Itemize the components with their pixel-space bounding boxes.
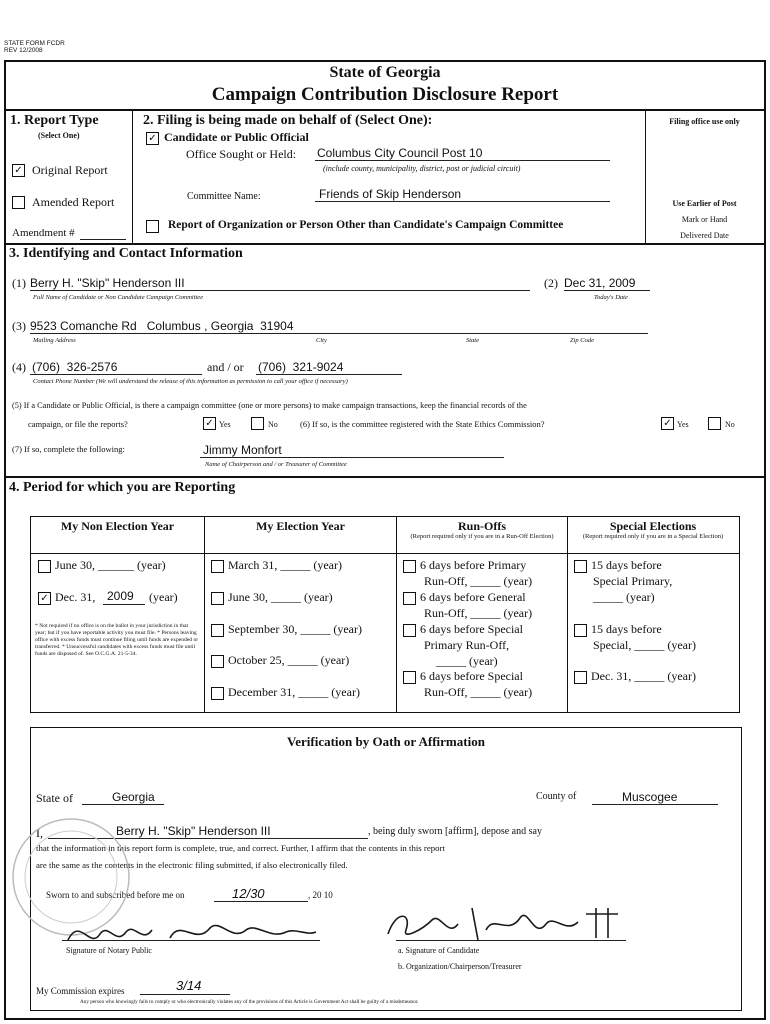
period-col-divider2	[396, 517, 397, 712]
special-primary-runoff-checkbox[interactable]	[403, 624, 416, 637]
committee-value: Friends of Skip Henderson	[319, 187, 462, 201]
march31-label: March 31, _____ (year)	[228, 558, 342, 572]
q6-yes-label: Yes	[677, 420, 689, 429]
dec31-nonelection-checkbox[interactable]	[38, 592, 51, 605]
special-primary-checkbox[interactable]	[574, 560, 587, 573]
june30-nonelection-label: June 30, ______ (year)	[55, 558, 166, 572]
special-runoff-checkbox[interactable]	[403, 671, 416, 684]
dec31-nonelection-label: Dec. 31,	[55, 590, 96, 604]
q7-text: (7) If so, complete the following:	[12, 444, 125, 454]
and-or-label: and / or	[207, 360, 244, 374]
sworn-year: , 20 10	[308, 890, 333, 900]
sec3-title: 3. Identifying and Contact Information	[9, 246, 243, 261]
col-special-note: (Report required only if you are in a Special Election)	[582, 533, 724, 540]
candidate-name-value: Berry H. "Skip" Henderson III	[30, 276, 185, 290]
affiant-name-value: Berry H. "Skip" Henderson III	[116, 824, 271, 838]
state-of-label: State of	[36, 791, 73, 805]
verification-title: Verification by Oath or Affirmation	[287, 734, 485, 749]
original-report-checkbox[interactable]	[12, 164, 25, 177]
form-rev-line: REV 12/2008	[4, 47, 43, 54]
dec31-election-checkbox[interactable]	[211, 687, 224, 700]
june30-nonelection-checkbox[interactable]	[38, 560, 51, 573]
q5-yes-checkbox[interactable]	[203, 417, 216, 430]
special-election-label-a: 15 days before	[591, 622, 662, 636]
check-mark-icon: ✓	[40, 593, 49, 604]
phone1-value: (706) 326-2576	[32, 360, 118, 374]
amended-report-label: Amended Report	[32, 195, 115, 209]
sworn-text: , being duly sworn [affirm], depose and say	[368, 826, 542, 837]
header-state: State of Georgia	[329, 64, 441, 81]
office-line	[315, 160, 610, 161]
chairperson-value: Jimmy Monfort	[203, 443, 282, 457]
original-report-label: Original Report	[32, 163, 108, 177]
n1: (1)	[12, 276, 26, 290]
q6-no-label: No	[725, 420, 735, 429]
oct25-checkbox[interactable]	[211, 655, 224, 668]
special-primary-label-b: Special Primary,	[593, 574, 673, 588]
i-label: I,	[36, 826, 43, 840]
q5-text: (5) If a Candidate or Public Official, is there a campaign committee (one or more persons) to make campaign transactions, keep the financial records of the	[12, 401, 527, 410]
county-of-value: Muscogee	[622, 790, 678, 804]
divider-sec4	[4, 476, 764, 478]
special-election-label-b: Special, _____ (year)	[593, 638, 696, 652]
county-of-label: County of	[536, 791, 577, 802]
report-date-label: Today's Date	[594, 294, 628, 301]
phone1-line	[30, 374, 202, 375]
special-dec31-checkbox[interactable]	[574, 671, 587, 684]
office-label: Office Sought or Held:	[186, 147, 297, 161]
sec4-title: 4. Period for which you are Reporting	[9, 480, 236, 495]
special-runoff-label-a: 6 days before Special	[420, 669, 523, 683]
n4: (4)	[12, 360, 26, 374]
state-label: State	[466, 337, 479, 344]
n2: (2)	[544, 276, 558, 290]
report-date-line	[564, 290, 650, 291]
q5-no-label: No	[268, 420, 278, 429]
dec31-nonelection-year-label: (year)	[149, 590, 178, 604]
state-of-value: Georgia	[112, 790, 155, 804]
sworn-before-label: Sworn to and subscribed before me on	[46, 890, 185, 900]
primary-runoff-label-a: 6 days before Primary	[420, 558, 527, 572]
amended-report-checkbox[interactable]	[12, 196, 25, 209]
sept30-label: September 30, _____ (year)	[228, 622, 362, 636]
col-run-offs-note: (Report required only if you are in a Run-Off Election)	[410, 533, 554, 540]
special-runoff-label-b: Run-Off, _____ (year)	[424, 685, 533, 699]
check-mark-icon: ✓	[14, 165, 23, 176]
mailing-address-value: 9523 Comanche Rd Columbus , Georgia 31904	[30, 319, 294, 333]
city-label: City	[316, 337, 327, 344]
special-primary-label-a: 15 days before	[591, 558, 662, 572]
sec1-select: (Select One)	[38, 131, 80, 140]
q5-yes-label: Yes	[219, 420, 231, 429]
special-dec31-label: Dec. 31, _____ (year)	[591, 669, 696, 683]
mailing-address-label: Mailing Address	[33, 337, 76, 344]
commission-value: 3/14	[176, 978, 202, 993]
filing-office-title: Filing office use only	[669, 117, 740, 126]
signature-b-label: b. Organization/Chairperson/Treasurer	[398, 962, 522, 971]
sec2-title: 2. Filing is being made on behalf of (Select One):	[143, 113, 433, 128]
q5-no-checkbox[interactable]	[251, 417, 264, 430]
n3: (3)	[12, 319, 26, 333]
county-of-line	[592, 804, 718, 805]
affirm-line2: that the information in this report form is complete, true, and correct. Further, I affirm that the contents in this report	[36, 843, 445, 853]
committee-line	[315, 201, 610, 202]
check-mark-icon: ✓	[663, 418, 672, 429]
general-runoff-checkbox[interactable]	[403, 592, 416, 605]
q6-no-checkbox[interactable]	[708, 417, 721, 430]
col-election-year: My Election Year	[256, 519, 345, 533]
special-primary-runoff-label-c: _____ (year)	[436, 654, 498, 668]
candidate-signature-line	[396, 940, 626, 941]
filing-office-note1: Use Earlier of Post	[672, 199, 737, 208]
notary-signature-line	[62, 940, 320, 941]
organization-checkbox[interactable]	[146, 220, 159, 233]
affirm-line3: are the same as the contents in the electronic filing submitted, if also electronically filed.	[36, 860, 348, 870]
phone2-line	[256, 374, 402, 375]
form-code-line: STATE FORM FCDR	[4, 40, 65, 47]
filing-office-note2: Mark or Hand	[681, 215, 728, 224]
primary-runoff-checkbox[interactable]	[403, 560, 416, 573]
mailing-address-line	[30, 333, 648, 334]
phone2-value: (706) 321-9024	[258, 360, 344, 374]
q6-yes-checkbox[interactable]	[661, 417, 674, 430]
dec31-year-line	[103, 604, 145, 605]
form-code	[4, 40, 65, 54]
candidate-name-label: Full Name of Candidate or Non Candidate Campaign Committee	[33, 294, 204, 301]
special-primary-label-c: _____ (year)	[593, 590, 655, 604]
special-primary-runoff-label-b: Primary Run-Off,	[424, 638, 510, 652]
general-runoff-label-a: 6 days before General	[420, 590, 526, 604]
commission-line	[140, 994, 230, 995]
filing-office-box	[645, 109, 763, 243]
signature-a-label: a. Signature of Candidate	[398, 946, 480, 955]
amendment-number-label: Amendment #	[12, 227, 75, 239]
col-non-election-year: My Non Election Year	[60, 519, 175, 533]
sept30-checkbox[interactable]	[211, 624, 224, 637]
filing-office-note3: Delivered Date	[680, 231, 729, 240]
chairperson-line	[200, 457, 504, 458]
chairperson-label: Name of Chairperson and / or Treasurer of Committee	[205, 461, 347, 468]
sworn-date-value: 12/30	[232, 886, 265, 901]
state-of-line	[82, 804, 164, 805]
sec1-title: 1. Report Type	[10, 113, 99, 128]
dec31-election-label: December 31, _____ (year)	[228, 685, 360, 699]
col-special-elections: Special Elections	[609, 519, 697, 533]
march31-checkbox[interactable]	[211, 560, 224, 573]
organization-label: Report of Organization or Person Other than Candidate's Campaign Committee	[168, 219, 564, 231]
office-hint: (include county, municipality, district, post or judicial circuit)	[323, 164, 521, 173]
check-mark-icon: ✓	[148, 133, 157, 144]
commission-label: My Commission expires	[36, 986, 125, 996]
special-primary-runoff-label-a: 6 days before Special	[420, 622, 523, 636]
q6-text: (6) If so, is the committee registered with the State Ethics Commission?	[300, 419, 545, 429]
candidate-checkbox[interactable]	[146, 132, 159, 145]
section-filing-behalf	[133, 109, 645, 243]
footer-note: Any person who knowingly fails to comply or who electronically violates any of the provisions of this Article is Government Act shall be guilty of a misdemeanor.	[80, 999, 419, 1005]
period-header-divider	[31, 553, 739, 554]
sworn-date-line	[214, 901, 308, 902]
candidate-label: Candidate or Public Official	[164, 130, 309, 144]
oct25-label: October 25, _____ (year)	[228, 653, 350, 667]
dec31-nonelection-year: 2009	[107, 589, 134, 603]
primary-runoff-label-b: Run-Off, _____ (year)	[424, 574, 533, 588]
report-date-value: Dec 31, 2009	[564, 276, 636, 290]
check-mark-icon: ✓	[205, 418, 214, 429]
office-value: Columbus City Council Post 10	[317, 146, 483, 160]
page-title: Campaign Contribution Disclosure Report	[211, 84, 559, 105]
special-election-checkbox[interactable]	[574, 624, 587, 637]
section-report-type	[4, 109, 133, 243]
committee-label: Committee Name:	[187, 191, 261, 202]
general-runoff-label-b: Run-Off, _____ (year)	[424, 606, 533, 620]
nonelection-note: * Not required if no office is on the ballot in your jurisdiction in that year; but if you have reportable activity you must file. * Persons leaving office with excess funds must continue filing until funds are expended or transferred. * Unsuccessful candidates with excess funds must file until funds are disposed of. See O.C.G.A. 21-5-34.	[35, 623, 199, 657]
phone-label: Contact Phone Number (We will understand the release of this information as permission to call your office if necessary)	[33, 378, 348, 385]
candidate-name-line	[30, 290, 530, 291]
zip-label: Zip Code	[570, 337, 595, 344]
divider-sec3	[4, 243, 764, 245]
amendment-number-line	[80, 239, 126, 240]
period-col-divider1	[204, 517, 205, 712]
q5-text2: campaign, or file the reports?	[28, 419, 128, 429]
notary-label: Signature of Notary Public	[66, 946, 152, 955]
period-col-divider3	[567, 517, 568, 712]
june30-election-label: June 30, _____ (year)	[228, 590, 333, 604]
col-run-offs: Run-Offs	[457, 519, 506, 533]
june30-election-checkbox[interactable]	[211, 592, 224, 605]
